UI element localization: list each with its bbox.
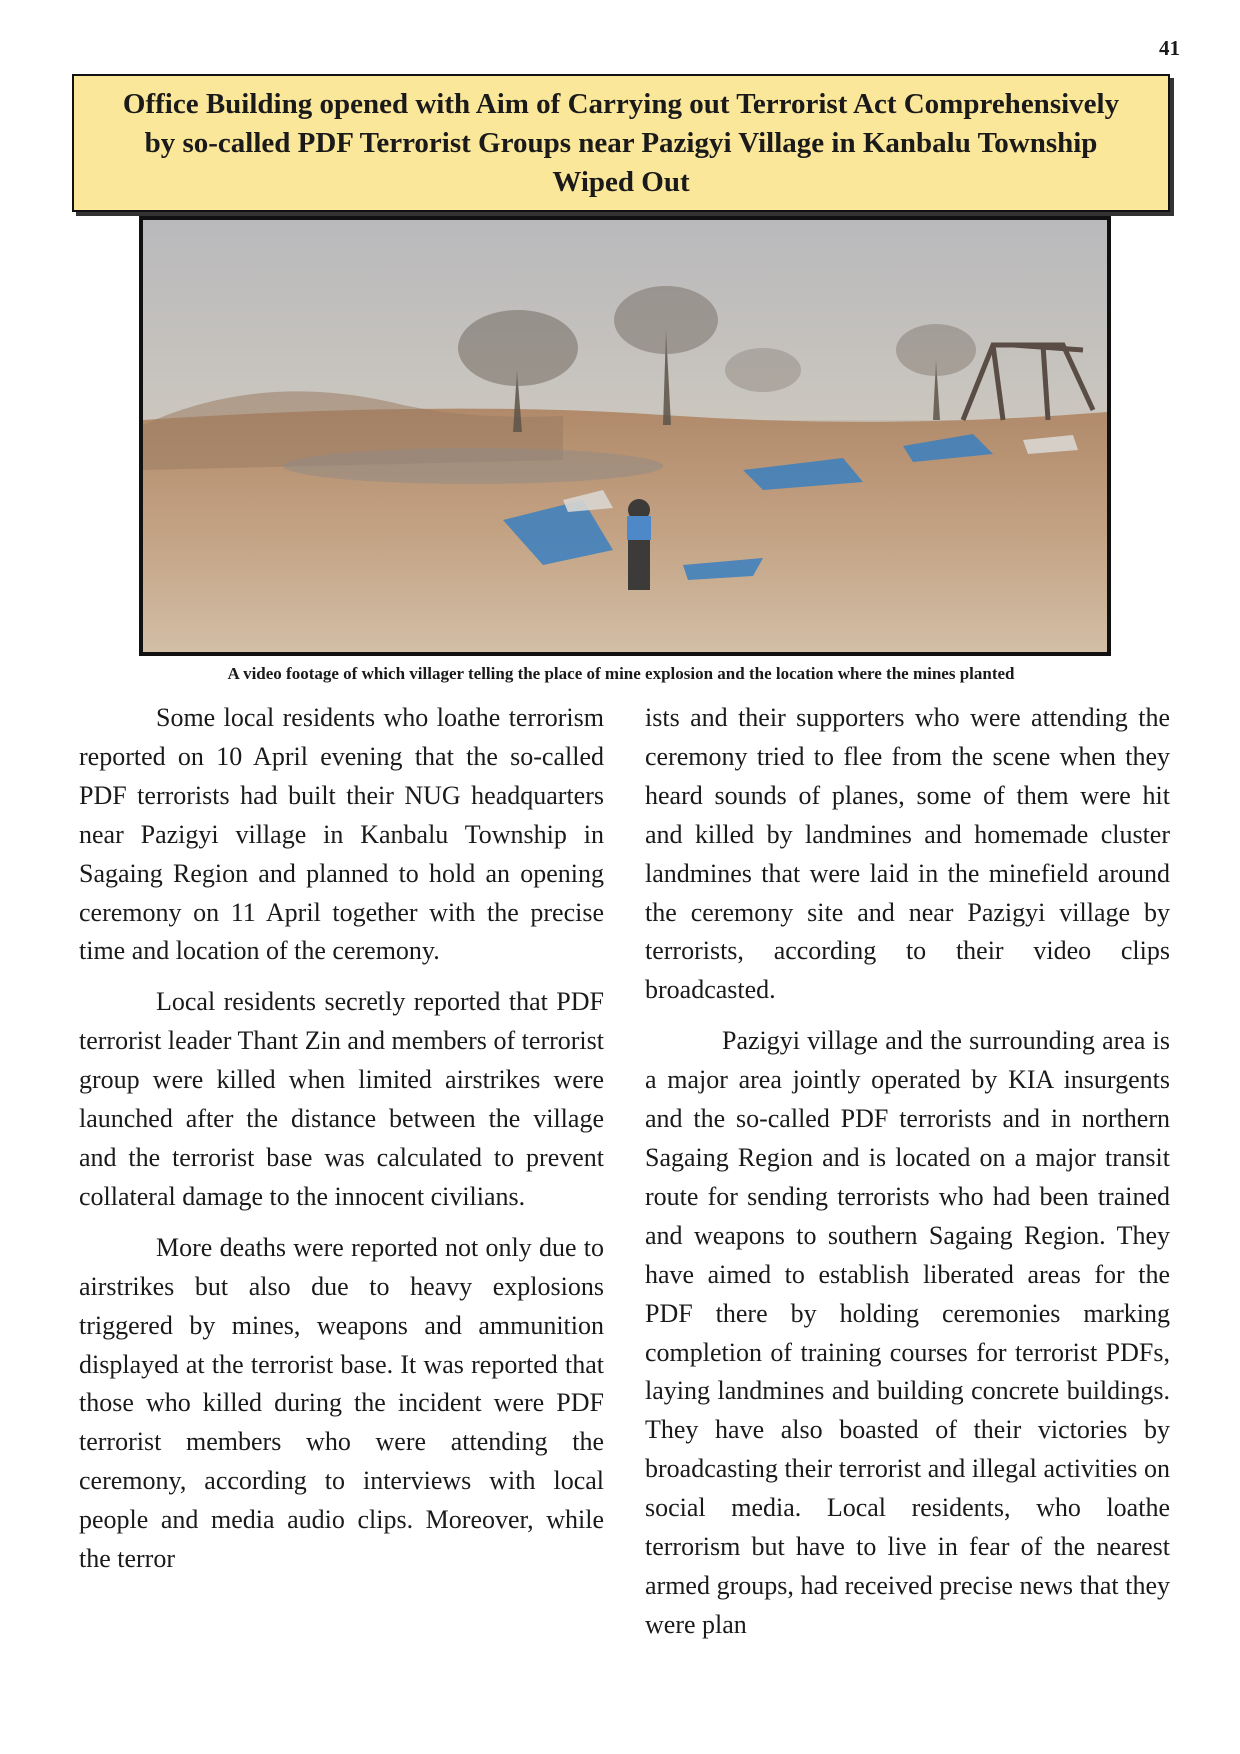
article-photo — [139, 216, 1111, 656]
paragraph: Some local residents who loathe terrorism reported on 10 April evening that the so-called PDF terrorists had built their NUG headquarters near Pazigyi village in Kanbalu Township in Sagaing Region and planned to hold an opening ceremony on 11 April together with the precise time and location of the ceremony. — [79, 703, 604, 966]
headline-line-3: Wiped Out — [552, 165, 690, 198]
headline-box — [72, 74, 1170, 212]
paragraph: ists and their supporters who were attending the ceremony tried to flee from the scene when they heard sounds of planes, some of them were hit and killed by landmines and homemade cluster landmines that were laid in the minefield around the ceremony site and near Pazigyi village by terrorists, according to their video clips broadcasted. — [645, 703, 1170, 1005]
page-number: 41 — [1159, 36, 1180, 60]
article-right-column — [645, 699, 1170, 1657]
paragraph: Pazigyi village and the surrounding area is a major area jointly operated by KIA insurgents and the so-called PDF terrorists and in northern Sagaing Region and is located on a major transit route for sending terrorists who had been trained and weapons to southern Sagaing Region. They have aimed to establish liberated areas for the PDF there by holding ceremonies marking completion of training courses for terrorist PDFs, laying landmines and building concrete buildings. They have also boasted of their victories by broadcasting their terrorist and illegal activities on social media. Local residents, who loathe terrorism but have to live in fear of the nearest armed groups, had received precise news that they were plan — [645, 1026, 1170, 1639]
paragraph: More deaths were reported not only due to airstrikes but also due to heavy explosions triggered by mines, weapons and ammunition displayed at the terrorist base. It was reported that those who killed during the incident were PDF terrorist members who were attending the ceremony, according to interviews with local people and media audio clips. Moreover, while the terror — [79, 1232, 604, 1574]
explosion-site-image — [143, 220, 1107, 652]
headline-line-1: Office Building opened with Aim of Carrying out Terrorist Act Comprehensively — [122, 87, 1120, 120]
article-left-column — [79, 699, 604, 1591]
headline-line-2: by so-called PDF Terrorist Groups near Pazigyi Village in Kanbalu Township — [144, 126, 1098, 159]
paragraph: Local residents secretly reported that PDF terrorist leader Thant Zin and members of terrorist group were killed when limited airstrikes were launched after the distance between the village and the terrorist base was calculated to prevent collateral damage to the innocent civilians. — [79, 987, 604, 1211]
photo-caption: A video footage of which villager telling the place of mine explosion and the location where the mines planted — [227, 664, 1015, 683]
